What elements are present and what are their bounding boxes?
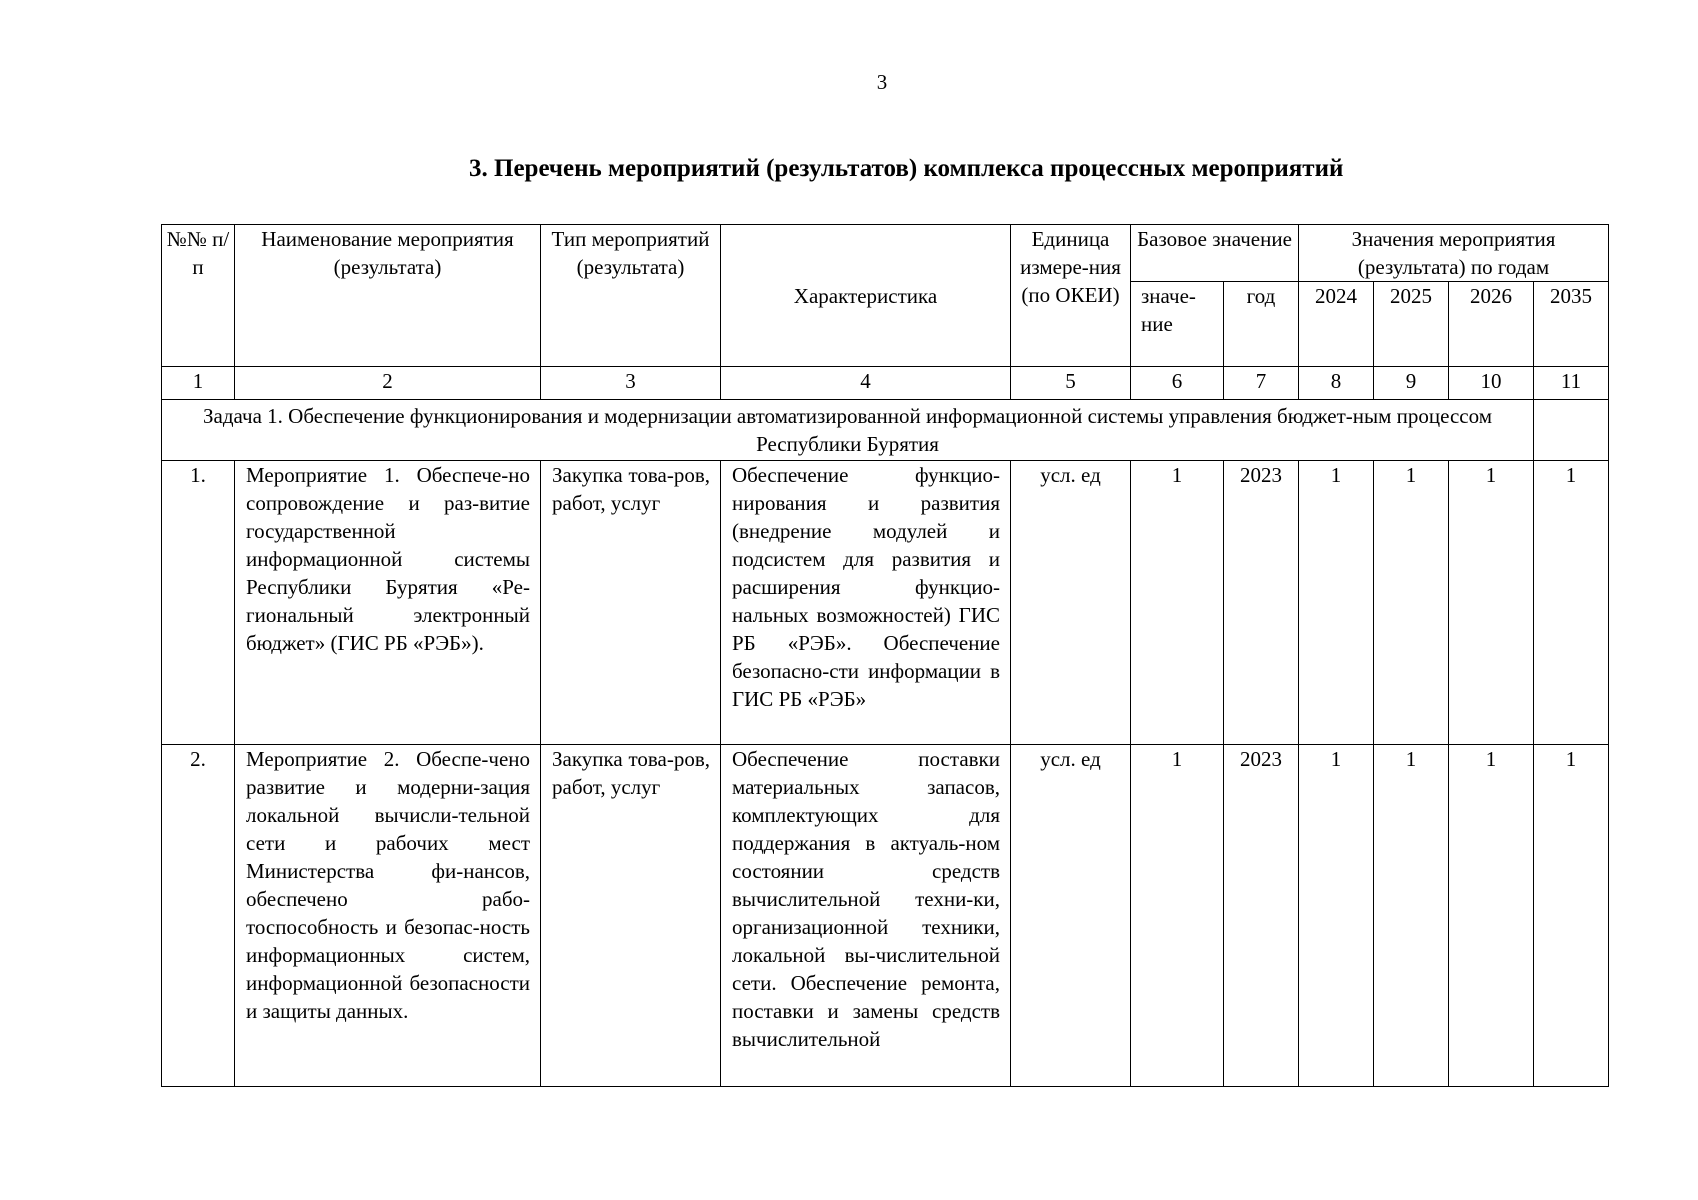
column-number: 8: [1299, 367, 1374, 400]
row-type: Закупка това-ров, работ, услуг: [541, 745, 721, 1087]
header-year-2026: 2026: [1449, 282, 1534, 367]
row-num: 1.: [162, 461, 235, 745]
row-base-value: 1: [1131, 461, 1224, 745]
header-num: №№ п/п: [162, 225, 235, 367]
row-value-2026: 1: [1449, 461, 1534, 745]
row-base-year: 2023: [1224, 745, 1299, 1087]
column-number: 3: [541, 367, 721, 400]
row-unit: усл. ед: [1011, 745, 1131, 1087]
row-base-value: 1: [1131, 745, 1224, 1087]
task-empty-cell: [1534, 400, 1609, 461]
column-number: 4: [721, 367, 1011, 400]
header-year-2035: 2035: [1534, 282, 1609, 367]
table-row: [162, 745, 1609, 1087]
column-number: 1: [162, 367, 235, 400]
row-name: Мероприятие 2. Обеспе-чено развитие и модерни-зация локальной вычисли-тельной сети и рабочих мест Министерства фи-нансов, обеспечено рабо-тоспособность и безопас-ность информационных систем, информационной безопасности и защиты данных.: [235, 745, 541, 1087]
row-characteristic: Обеспечение поставки материальных запасов, комплектующих для поддержания в актуаль-ном состоянии средств вычислительной техни-ки, организационной техники, локальной вы-числительной сети. Обеспечение ремонта, поставки и замены средств вычислительной: [721, 745, 1011, 1087]
row-base-year: 2023: [1224, 461, 1299, 745]
column-number: 11: [1534, 367, 1609, 400]
row-num: 2.: [162, 745, 235, 1087]
header-base: Базовое значение: [1131, 225, 1299, 282]
row-value-2035: 1: [1534, 745, 1609, 1087]
table-header-row: [162, 225, 1609, 282]
header-base-value: значе-ние: [1131, 282, 1224, 367]
header-base-year: год: [1224, 282, 1299, 367]
table-row: [162, 461, 1609, 745]
column-number: 10: [1449, 367, 1534, 400]
page-number: 3: [876, 70, 888, 94]
column-number: 7: [1224, 367, 1299, 400]
header-year-2024: 2024: [1299, 282, 1374, 367]
column-number: 9: [1374, 367, 1449, 400]
column-number: 2: [235, 367, 541, 400]
column-number: 5: [1011, 367, 1131, 400]
row-characteristic: Обеспечение функцио-нирования и развития (внедрение модулей и подсистем для развития и расширения функцио-нальных возможностей) ГИС РБ «РЭБ». Обеспечение безопасно-сти информации в ГИС РБ «РЭБ»: [721, 461, 1011, 745]
header-characteristic: Характеристика: [721, 225, 1011, 367]
header-name: Наименование мероприятия (результата): [235, 225, 541, 367]
row-value-2035: 1: [1534, 461, 1609, 745]
row-value-2025: 1: [1374, 745, 1449, 1087]
activities-table: [161, 224, 1609, 1087]
task-heading: Задача 1. Обеспечение функционирования и модернизации автоматизированной информационной системы управления бюджет-ным процессом Республики Бурятия: [162, 400, 1534, 461]
row-value-2024: 1: [1299, 461, 1374, 745]
row-value-2026: 1: [1449, 745, 1534, 1087]
header-unit: Единица измере-ния (по ОКЕИ): [1011, 225, 1131, 367]
row-value-2025: 1: [1374, 461, 1449, 745]
header-values: Значения мероприятия (результата) по годам: [1299, 225, 1609, 282]
section-title: 3. Перечень мероприятий (результатов) комплекса процессных мероприятий: [469, 155, 1344, 182]
column-number: 6: [1131, 367, 1224, 400]
header-type: Тип мероприятий (результата): [541, 225, 721, 367]
row-type: Закупка това-ров, работ, услуг: [541, 461, 721, 745]
header-year-2025: 2025: [1374, 282, 1449, 367]
column-numbers-row: [162, 367, 1609, 400]
row-name: Мероприятие 1. Обеспече-но сопровождение и раз-витие государственной информационной системы Республики Бурятия «Ре-гиональный электронный бюджет» (ГИС РБ «РЭБ»).: [235, 461, 541, 745]
row-unit: усл. ед: [1011, 461, 1131, 745]
task-row: [162, 400, 1609, 461]
row-value-2024: 1: [1299, 745, 1374, 1087]
